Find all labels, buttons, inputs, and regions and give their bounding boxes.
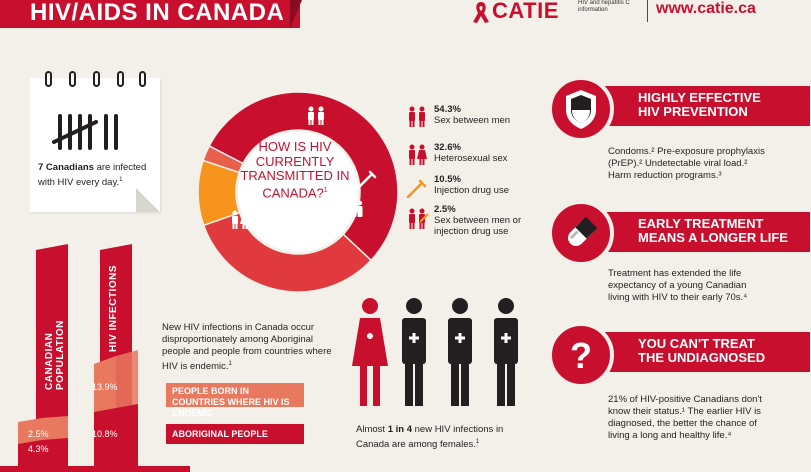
- tip-body: 21% of HIV-positive Canadians don't know their status.¹ The earlier HIV is diagnosed, the better the chance of living a long and healthy life.⁴: [608, 394, 762, 441]
- two-men-icon: [303, 106, 329, 126]
- legend-label: Sex between men: [434, 115, 511, 126]
- legend-aboriginal: ABORIGINAL PEOPLE: [166, 424, 304, 444]
- legend-item: [434, 142, 507, 164]
- tip-heading-line2: MEANS A LONGER LIFE: [638, 230, 788, 245]
- daily-infections-count: 7 Canadians: [38, 162, 94, 173]
- footnote-ref: 1: [119, 177, 123, 183]
- question-icon: [552, 326, 610, 384]
- legend-icon-msm-idu: [406, 208, 430, 235]
- website-link[interactable]: www.catie.ca: [656, 0, 756, 17]
- female-ratio: 1 in 4: [387, 424, 412, 435]
- tally-marks-icon: [52, 112, 132, 152]
- disproportion-description: [162, 322, 342, 373]
- tip-body: Treatment has extended the life expectancy of a young Canadian living with HIV to their early 70s.⁴: [608, 268, 748, 303]
- calendar-page-curl: [136, 188, 160, 212]
- syringe-icon: [356, 168, 378, 190]
- man-woman-icon: [406, 144, 428, 166]
- female-figure: [352, 298, 388, 406]
- legend-item: [434, 174, 509, 196]
- tip-body: Condoms.² Pre-exposure prophylaxis (PrEP).² Undetectable viral load.² Harm reduction programs.³: [608, 146, 765, 181]
- footnote-ref: 1: [323, 186, 328, 194]
- footer-bar: [0, 466, 190, 472]
- donut-question-text: HOW IS HIV CURRENTLY TRANSMITTED IN CANADA?: [240, 139, 350, 200]
- legend-item: [434, 204, 542, 237]
- footnote-ref: 1: [228, 361, 232, 367]
- tip-icon-circle: [548, 322, 614, 388]
- inf-endemic-value: 13.9%: [92, 382, 118, 392]
- tip-icon-circle: [548, 76, 614, 142]
- pop-aboriginal-value: 4.3%: [28, 444, 49, 454]
- legend-label: Injection drug use: [434, 185, 509, 196]
- svg-text:?: ?: [570, 335, 592, 376]
- legend-icon-hetero: [406, 144, 428, 171]
- legend-label: Sex between men or injection drug use: [434, 215, 522, 237]
- legend-percent: 32.6%: [434, 142, 461, 153]
- footnote-ref: 1: [475, 439, 480, 445]
- population-bar-label: CANADIAN POPULATION: [44, 320, 66, 390]
- ribbon-logo-icon: [470, 0, 492, 24]
- inf-aboriginal-value: 10.8%: [92, 429, 118, 439]
- tip-heading-line2: THE UNDIAGNOSED: [638, 350, 766, 365]
- people-group-icon: [342, 200, 366, 218]
- female-text-post: new HIV infections in Canada are among females.: [356, 424, 504, 451]
- man-syringe-icon: [406, 208, 430, 230]
- syringe-icon: [406, 178, 428, 198]
- legend-endemic: PEOPLE BORN IN COUNTRIES WHERE HIV IS ENDEMIC: [166, 383, 304, 407]
- legend-item: [434, 104, 510, 126]
- calendar-rings-icon: [40, 70, 150, 88]
- donut-question: [236, 140, 354, 200]
- legend-percent: 54.3%: [434, 104, 461, 115]
- divider: [647, 0, 648, 22]
- pill-icon: [552, 204, 610, 262]
- legend-percent: 2.5%: [434, 204, 456, 215]
- title-banner-fold: [290, 0, 302, 28]
- female-ratio-figures: [348, 296, 538, 416]
- daily-infections-rest: are infected with HIV every day.: [38, 162, 147, 189]
- brand-tagline: HIV and hepatitis C information: [578, 0, 630, 13]
- man-woman-icon: [227, 210, 253, 230]
- page-title: HIV/AIDS IN CANADA: [0, 0, 300, 28]
- legend-label: Heterosexual sex: [434, 153, 508, 164]
- legend-icon-idu: [406, 178, 428, 203]
- infections-bar-label: HIV INFECTIONS: [108, 264, 119, 352]
- legend-percent: 10.5%: [434, 174, 461, 185]
- pop-endemic-value: 2.5%: [28, 429, 49, 439]
- disproportion-text: New HIV infections in Canada occur disproportionately among Aboriginal people and people from countries where HIV is endemic.: [162, 322, 332, 373]
- female-infections-text: [356, 424, 536, 451]
- legend-icon-men: [406, 106, 428, 133]
- tip-heading-line2: HIV PREVENTION: [638, 104, 748, 119]
- female-text-pre: Almost: [356, 424, 388, 435]
- tip-icon-circle: [548, 200, 614, 266]
- shield-icon: [552, 80, 610, 138]
- tip-heading-line1: HIGHLY EFFECTIVE: [638, 90, 761, 105]
- brand-name[interactable]: CATIE: [492, 0, 559, 23]
- tip-heading-line1: YOU CAN'T TREAT: [638, 336, 755, 351]
- tip-heading-line1: EARLY TREATMENT: [638, 216, 764, 231]
- daily-infections-text: [38, 162, 154, 189]
- two-men-icon: [406, 106, 428, 128]
